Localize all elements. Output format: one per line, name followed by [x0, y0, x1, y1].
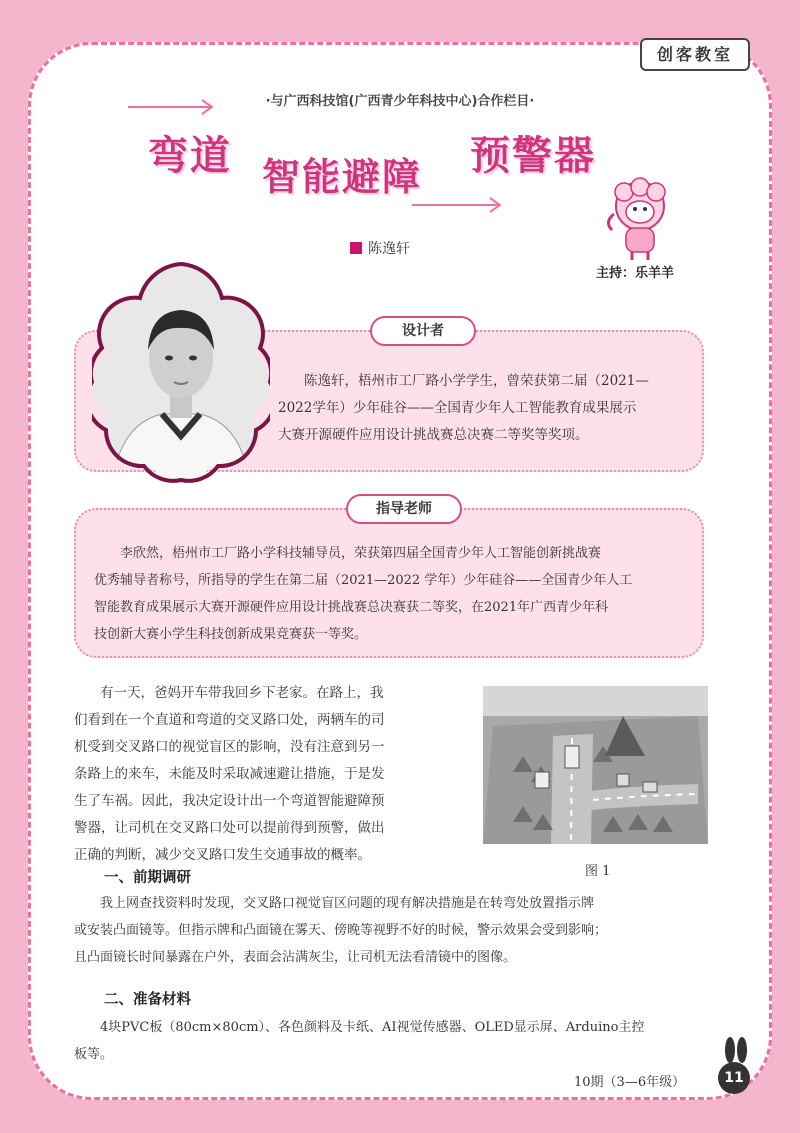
teacher-line: 优秀辅导者称号，所指导的学生在第二届（2021—2022 学年）少年硅谷——全国青少年人工	[94, 573, 633, 588]
designer-line: 陈逸轩，梧州市工厂路小学学生，曾荣获第二届（2021—	[304, 373, 649, 389]
intro-line: 正确的判断，减少交叉路口发生交通事故的概率。	[74, 847, 371, 863]
teacher-line: 技创新大赛小学生科技创新成果竞赛获一等奖。	[94, 627, 368, 642]
author-name: 陈逸轩	[368, 241, 410, 257]
teacher-line: 李欣然，梧州市工厂路小学科技辅导员，荣获第四届全国青少年人工智能创新挑战赛	[120, 546, 602, 561]
section1-line: 且凸面镜长时间暴露在户外，表面会沾满灰尘，让司机无法看清镜中的图像。	[74, 950, 517, 965]
intro-line: 机受到交叉路口的视觉盲区的影响，没有注意到另一	[74, 739, 385, 755]
page-number: 11	[718, 1062, 750, 1094]
section2-heading: 二、准备材料	[104, 992, 191, 1008]
figure-photo	[483, 686, 708, 844]
section2-paragraph	[74, 1014, 708, 1068]
title-part-2: 智能避障	[262, 155, 423, 199]
section1-paragraph	[74, 890, 708, 971]
title-part-1: 弯道	[148, 133, 232, 179]
teacher-box	[74, 508, 704, 658]
intro-line: 们看到在一个直道和弯道的交叉路口处，两辆车的司	[74, 712, 385, 728]
teacher-text	[94, 540, 688, 648]
designer-text	[278, 368, 688, 449]
designer-line: 2022学年）少年硅谷——全国青少年人工智能教育成果展示	[278, 400, 637, 416]
issue-footer: 10期（3—6年级）	[574, 1075, 686, 1090]
author-row	[350, 238, 410, 258]
section1-line: 我上网查找资料时发现，交叉路口视觉盲区问题的现有解决措施是在转弯处放置指示牌	[100, 896, 595, 911]
arrow-right-icon	[126, 96, 222, 118]
intro-paragraph	[74, 680, 466, 869]
section1-line: 或安装凸面镜等。但指示牌和凸面镜在雾天、傍晚等视野不好的时候，警示效果会受到影响；	[74, 923, 608, 938]
sheep-mascot-icon	[600, 176, 680, 262]
figure-caption: 图 1	[585, 864, 611, 879]
section1-heading: 一、前期调研	[104, 870, 191, 886]
teacher-label: 指导老师	[346, 494, 462, 524]
section2-line: 4块PVC板（80cm×80cm）、各色颜料及卡纸、AI视觉传感器、OLED显示屏、Arduino主控	[100, 1020, 645, 1035]
host-credit: 主持：乐羊羊	[596, 266, 675, 281]
portrait-frame	[92, 254, 270, 484]
intro-line: 警器，让司机在交叉路口处可以提前得到预警，做出	[74, 820, 385, 836]
designer-label: 设计者	[370, 316, 476, 346]
title-part-3: 预警器	[470, 133, 596, 179]
section2-line: 板等。	[74, 1047, 114, 1062]
section-tab: 创客教室	[640, 38, 750, 71]
designer-line: 大赛开源硬件应用设计挑战赛总决赛二等奖等奖项。	[278, 427, 589, 443]
teacher-line: 智能教育成果展示大赛开源硬件应用设计挑战赛总决赛获二等奖，在2021年广西青少年科	[94, 600, 609, 615]
model-photo-illustration	[483, 686, 708, 844]
column-note: ·与广西科技馆(广西青少年科技中心)合作栏目·	[265, 94, 535, 109]
intro-line: 有一天，爸妈开车带我回乡下老家。在路上，我	[100, 685, 384, 701]
intro-line: 生了车祸。因此，我决定设计出一个弯道智能避障预	[74, 793, 385, 809]
square-bullet-icon	[350, 242, 362, 254]
intro-line: 条路上的来车，未能及时采取减速避让措施，于是发	[74, 766, 385, 782]
arrow-right-icon	[410, 194, 510, 216]
